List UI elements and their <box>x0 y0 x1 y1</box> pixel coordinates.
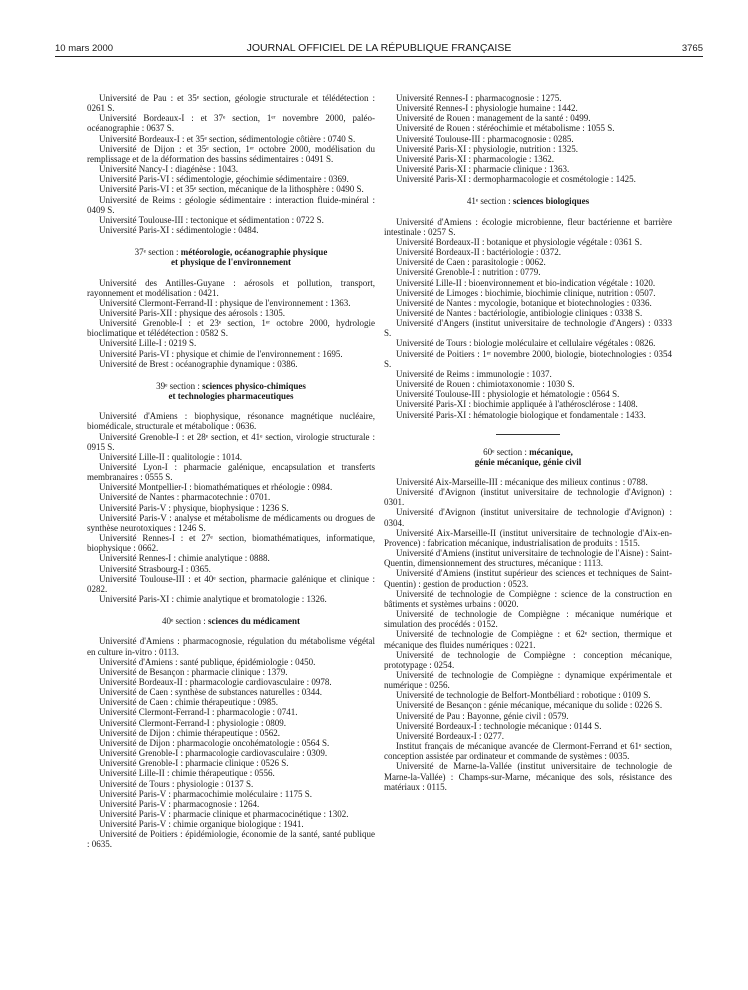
entry: Université Rennes-I : pharmacognosie : 1275. <box>396 93 562 103</box>
entry: Université Clermont-Ferrand-I : physiologie : 0809. <box>99 717 286 728</box>
entry: Université Bordeaux-II : pharmacologie cardiovasculaire : 0978. <box>99 676 332 687</box>
entry: Institut français de mécanique avancée de Clermont-Ferrand et 61ᵉ section, conception assistée par ordinateur et commande de systèmes : 0035. <box>384 741 672 762</box>
entry: Université Bordeaux-II : bactériologie : 0372. <box>396 247 561 258</box>
entry: Université Paris-VI : et 35ᵉ section, mécanique de la lithosphère : 0490 S. <box>99 184 364 195</box>
entry: Université Strasbourg-I : 0365. <box>99 563 211 574</box>
entry: Université Paris-V : pharmacie clinique et pharmacocinétique : 1302. <box>99 809 349 819</box>
entry: Université Toulouse-III : tectonique et sédimentation : 0722 S. <box>99 214 324 225</box>
issue-date: 10 mars 2000 <box>55 43 114 54</box>
entry: Université Bordeaux-II : botanique et physiologie végétale : 0361 S. <box>396 236 642 247</box>
page-number: 3765 <box>681 43 703 54</box>
entry: Université Paris-VI : physique et chimie de l'environnement : 1695. <box>99 348 343 359</box>
entry: Université de Caen : chimie thérapeutique : 0985. <box>99 697 278 708</box>
entry: Université Grenoble-I : pharmacie clinique : 0526 S. <box>99 758 289 769</box>
section-title-37: 37ᵉ section : météorologie, océanographie physique et physique de l'environnement <box>134 247 328 268</box>
entry: Université Paris-XI : dermopharmacologie et cosmétologie : 1425. <box>396 174 636 185</box>
entry: Université Lille-II : bioenvironnement et bio-indication végétale : 1020. <box>396 277 656 288</box>
entry: Université Paris-XI : pharmacie clinique : 1363. <box>396 164 570 175</box>
entry: Université Paris-XI : sédimentologie : 0484. <box>99 225 259 236</box>
entry: Université de Pau : Bayonne, génie civil : 0579. <box>396 710 569 721</box>
entry: Université Lille-I : 0219 S. <box>99 338 197 349</box>
entry: Université Paris-VI : sédimentologie, géochimie sédimentaire : 0369. <box>99 174 349 185</box>
entry: Université Montpellier-I : biomathématiques et rhéologie : 0984. <box>99 482 333 493</box>
entry: Université de Poitiers : 1ᵉʳ novembre 2000, biologie, biotechnologies : 0354 S. <box>384 348 672 369</box>
entry: Université de Nantes : pharmacotechnie : 0701. <box>99 492 271 503</box>
entry: Université Toulouse-III : pharmacognosie : 0285. <box>396 133 574 144</box>
entry: Université Paris-XI : pharmacologie : 1362. <box>396 153 554 164</box>
entry: Université de Caen : parasitologie : 0062. <box>396 257 546 268</box>
entry: Université de Brest : océanographie dynamique : 0386. <box>99 358 298 369</box>
entry: Université de Pau : et 35ᵉ section, géologie structurale et télédétection : 0261 S. <box>87 93 375 114</box>
entry: Université Paris-XI : chimie analytique et bromatologie : 1326. <box>99 594 327 605</box>
entry: Université Bordeaux-I : technologie mécanique : 0144 S. <box>396 720 602 731</box>
list-block <box>384 477 672 792</box>
section-title-40: 40ᵉ section : sciences du médicament <box>161 616 301 627</box>
list-block <box>87 411 375 604</box>
right-column <box>384 93 672 792</box>
entry: Université de Reims : immunologie : 1037. <box>396 368 552 379</box>
entry: Université d'Amiens (institut universitaire de technologie de l'Aisne) : Saint-Quentin, dimensionnement des structures, mécanique : 1113. <box>384 548 672 569</box>
running-header <box>55 40 703 60</box>
entry: Université Paris-XI : biochimie appliquée à l'athérosclérose : 1408. <box>396 399 638 410</box>
section-title-39: 39ᵉ section : sciences physico-chimiques et technologies pharmaceutiques <box>156 380 306 402</box>
entry: Université d'Avignon (institut universitaire de technologie d'Avignon) : 0304. <box>384 507 672 528</box>
entry: Université de Caen : synthèse de substances naturelles : 0344. <box>99 687 322 698</box>
entry: Université de Dijon : pharmacologie oncohématologie : 0564 S. <box>99 737 330 748</box>
entry: Université de Besançon : génie mécanique, mécanique du solide : 0226 S. <box>396 700 663 711</box>
entry: Université Paris-XI : physiologie, nutrition : 1325. <box>396 143 578 154</box>
entry: Université Clermont-Ferrand-I : pharmacologie : 0741. <box>99 707 298 718</box>
entry: Université de Reims : géologie sédimentaire : interaction fluide-minéral : 0409 S. <box>87 194 375 215</box>
entry: Université Paris-V : pharmacognosie : 1264. <box>99 798 260 809</box>
entry: Université Toulouse-III : et 40ᵉ section, pharmacie galénique et clinique : 0282. <box>87 573 375 594</box>
entry: Université Lille-II : chimie thérapeutique : 0556. <box>99 768 275 779</box>
list-block <box>87 93 375 235</box>
entry: Université de Rouen : chimiotaxonomie : 1030 S. <box>396 379 575 390</box>
section-separator <box>496 434 560 435</box>
entry: Université de Dijon : et 35ᵉ section, 1ᵉʳ octobre 2000, modélisation du remplissage et de la déformation des bassins sédimentaires : 0491 S. <box>87 143 375 164</box>
entry: Université d'Amiens : pharmacognosie, régulation du métabolisme végétal en culture in-vitro : 0113. <box>87 636 375 657</box>
entry: Université Bordeaux-I : et 37ᵉ section, 1ᵉʳ novembre 2000, paléo-océanographie : 0637 S. <box>87 113 375 134</box>
entry: Université Aix-Marseille-II (institut universitaire de technologie d'Aix-en-Provence) : fabrication mécanique, industrialisation de produits : 1515. <box>384 527 672 548</box>
section-title-41: 41ᵉ section : sciences biologiques <box>466 196 590 207</box>
entry: Université d'Angers (institut universitaire de technologie d'Angers) : 0333 S. <box>384 318 672 339</box>
entry: Université Grenoble-I : nutrition : 0779. <box>396 267 541 278</box>
list-block <box>87 636 375 849</box>
entry: Université de Marne-la-Vallée (institut universitaire de technologie de Marne-la-Vallée) : Champs-sur-Marne, mécanique des sols, résistance des matériaux : 0115. <box>384 761 672 792</box>
entry: Université Aix-Marseille-III : mécanique des milieux continus : 0788. <box>396 477 648 487</box>
entry: Université Rennes-I : chimie analytique : 0888. <box>99 553 270 564</box>
entry: Université Paris-XII : physique des aérosols : 1305. <box>99 307 285 318</box>
entry: Université Grenoble-I : et 23ᵉ section, 1ᵉʳ octobre 2000, hydrologie bioclimatique et télédétection : 0582 S. <box>87 318 375 339</box>
entry: Université Bordeaux-I : et 35ᵉ section, sédimentologie côtière : 0740 S. <box>99 133 356 144</box>
entry: Université Grenoble-I : et 28ᵉ section, et 41ᵉ section, virologie structurale : 0915 S. <box>87 431 375 452</box>
entry: Université d'Avignon (institut universitaire de technologie d'Avignon) : 0301. <box>384 487 672 508</box>
entry: Université Rennes-I : et 27ᵉ section, biomathématiques, informatique, biophysique : 0662. <box>87 533 375 554</box>
entry: Université d'Amiens : santé publique, épidémiologie : 0450. <box>99 656 316 667</box>
entry: Université de Rouen : stéréochimie et métabolisme : 1055 S. <box>396 123 615 134</box>
list-block <box>87 278 375 369</box>
entry: Université Paris-XI : hématologie biologique et fondamentale : 1433. <box>396 409 646 420</box>
entry: Université de Besançon : pharmacie clinique : 1379. <box>99 666 288 677</box>
entry: Université Clermont-Ferrand-II : physique de l'environnement : 1363. <box>99 297 351 308</box>
entry: Université Bordeaux-I : 0277. <box>396 730 504 741</box>
entry: Université de technologie de Compiègne : science de la construction en bâtiments et systèmes urbains : 0020. <box>384 588 672 609</box>
entry: Université de technologie de Compiègne : conception mécanique, prototypage : 0254. <box>384 649 672 670</box>
entry: Université de Nantes : bactériologie, antibiologie cliniques : 0338 S. <box>396 307 643 318</box>
entry: Université de Limoges : biochimie, biochimie clinique, nutrition : 0507. <box>396 287 656 298</box>
entry: Université de Tours : physiologie : 0137 S. <box>99 778 254 789</box>
section-title-60: 60ᵉ section : mécanique, génie mécanique, génie civil <box>474 446 582 467</box>
entry: Université de Poitiers : épidémiologie, économie de la santé, santé publique : 0635. <box>87 829 375 850</box>
entry: Université de Nantes : mycologie, botanique et biotechnologies : 0336. <box>396 297 652 308</box>
entry: Université de Dijon : chimie thérapeutique : 0562. <box>99 727 280 738</box>
entry: Université de Rouen : management de la santé : 0499. <box>396 113 591 124</box>
entry: Université Paris-V : pharmacochimie moléculaire : 1175 S. <box>99 788 312 799</box>
entry: Université de technologie de Belfort-Montbéliard : robotique : 0109 S. <box>396 690 651 701</box>
list-block <box>384 217 672 420</box>
entry: Université de technologie de Compiègne : dynamique expérimentale et numérique : 0256. <box>384 669 672 691</box>
left-column <box>87 93 375 850</box>
entry: Université Nancy-I : diagénèse : 1043. <box>99 164 238 175</box>
entry: Université Lyon-I : pharmacie galénique, encapsulation et transferts membranaires : 0555 S. <box>87 462 375 483</box>
entry: Université Toulouse-III : physiologie et hématologie : 0564 S. <box>396 389 620 400</box>
entry: Université de technologie de Compiègne : mécanique numérique et simulation des procédés : 0152. <box>384 609 672 630</box>
entry: Université de Tours : biologie moléculaire et cellulaire végétales : 0826. <box>396 338 656 349</box>
entry: Université des Antilles-Guyane : aérosols et pollution, transport, rayonnement et modélisation : 0421. <box>87 277 375 298</box>
entry: Université Paris-V : physique, biophysique : 1236 S. <box>99 502 289 513</box>
entry: Université Paris-V : chimie organique biologique : 1941. <box>99 819 304 830</box>
header-rule <box>55 56 703 57</box>
entry: Université Rennes-I : physiologie humaine : 1442. <box>396 103 578 114</box>
entry: Université de technologie de Compiègne : et 62ᵉ section, thermique et mécanique des fluides numériques : 0221. <box>384 629 672 650</box>
entry: Université d'Amiens : écologie microbienne, fleur bactérienne et barrière intestinale : 0257 S. <box>384 216 672 237</box>
journal-title: JOURNAL OFFICIEL DE LA RÉPUBLIQUE FRANÇAISE <box>246 42 512 54</box>
entry: Université Grenoble-I : pharmacologie cardiovasculaire : 0309. <box>99 748 328 759</box>
entry: Université Paris-V : analyse et métabolisme de médicaments ou drogues de synthèse neurotoxiques : 1246 S. <box>87 512 375 533</box>
entry: Université d'Amiens (institut supérieur des sciences et techniques de Saint-Quentin) : gestion de production : 0523. <box>384 568 672 589</box>
list-block <box>384 93 672 184</box>
entry: Université Lille-II : qualitologie : 1014. <box>99 451 242 462</box>
entry: Université d'Amiens : biophysique, résonance magnétique nucléaire, biomédicale, structurale et métabolique : 0636. <box>87 411 375 432</box>
